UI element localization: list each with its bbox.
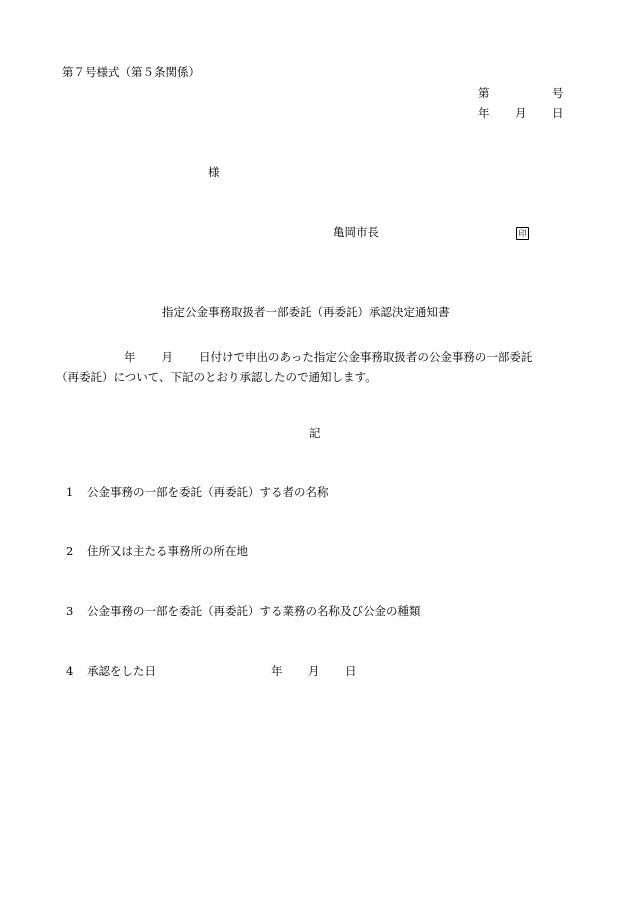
body-month: 月: [161, 350, 173, 364]
ki-heading: 記: [309, 426, 321, 440]
seal-icon: 印: [516, 227, 529, 240]
body-line-2: （再委託）について、下記のとおり承認したので通知します。: [56, 370, 377, 384]
form-label: 第７号様式（第５条関係）: [62, 65, 200, 79]
approval-date-day: 日: [345, 664, 357, 678]
doc-date-day: 日: [552, 106, 564, 120]
item-2-text: 住所又は主たる事務所の所在地: [87, 544, 248, 558]
body-line1-rest: 日付けで申出のあった指定公金事務取扱者の公金事務の一部委託: [199, 350, 533, 364]
item-4-text: 承認をした日: [87, 664, 156, 678]
doc-number-prefix: 第: [478, 86, 490, 100]
doc-date-month: 月: [515, 106, 527, 120]
doc-date-year: 年: [478, 106, 490, 120]
approval-date-month: 月: [308, 664, 320, 678]
sender-title: 亀岡市長: [333, 225, 379, 239]
body-line-1: [62, 347, 572, 367]
item-3-number: 3: [66, 604, 74, 618]
item-1-number: 1: [66, 485, 74, 499]
item-2-number: 2: [66, 544, 74, 558]
doc-number-suffix: 号: [552, 86, 564, 100]
document-title: 指定公金事務取扱者一部委託（再委託）承認決定通知書: [162, 305, 450, 319]
approval-date-year: 年: [271, 664, 283, 678]
notice-body: [56, 347, 572, 387]
seal-mark: [516, 226, 529, 240]
item-4-number: 4: [66, 664, 74, 678]
item-1-text: 公金事務の一部を委託（再委託）する者の名称: [87, 485, 329, 499]
body-year: 年: [124, 350, 136, 364]
recipient-honorific: 様: [208, 165, 220, 179]
item-3-text: 公金事務の一部を委託（再委託）する業務の名称及び公金の種類: [87, 604, 421, 618]
